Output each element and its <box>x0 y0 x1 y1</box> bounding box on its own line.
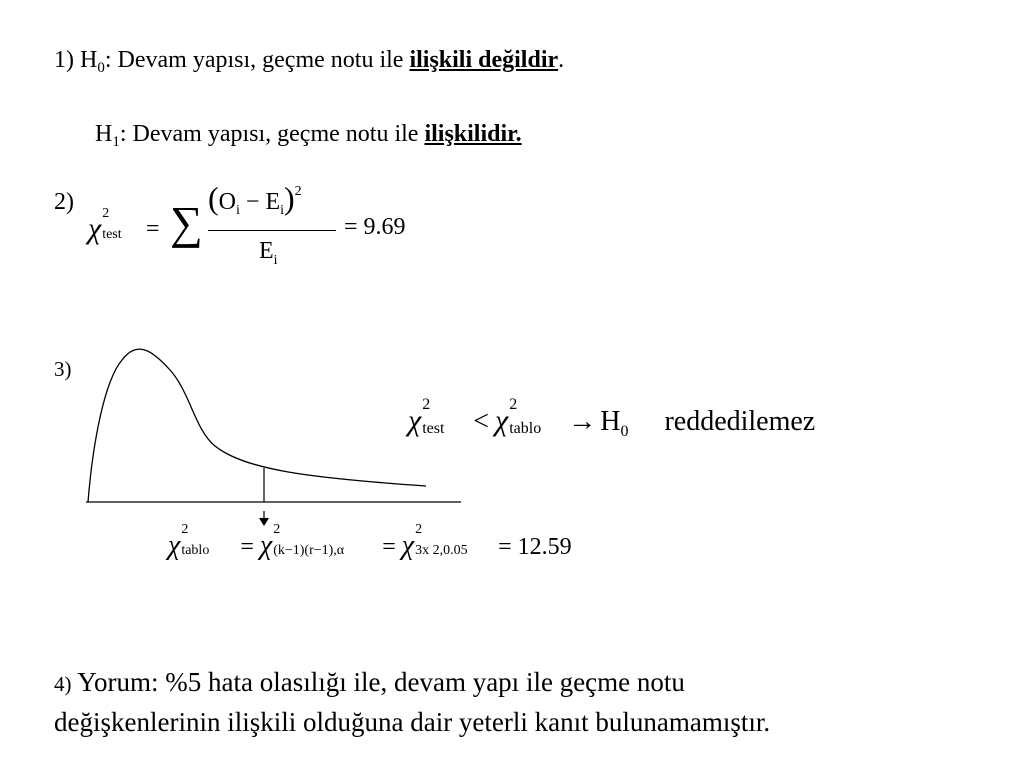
sum-symbol: ∑ <box>170 197 203 248</box>
h0-subscript: 0 <box>620 423 629 440</box>
interpretation-line1 <box>54 666 685 700</box>
paren-close: ) <box>284 180 295 216</box>
interpretation-text-1: Yorum: %5 hata olasılığı ile, devam yapı ile geçme notu <box>71 667 685 697</box>
chi-sup: 2 <box>102 206 110 221</box>
chi-symbol: χ <box>168 530 181 561</box>
table-sup1: 2 <box>181 522 189 537</box>
table-sub3: 3x 2,0.05 <box>415 543 468 558</box>
decision-sub2: tablo <box>509 420 542 437</box>
h0-period: . <box>558 47 565 73</box>
less-than-sign: < <box>473 406 489 437</box>
equals-sign: = <box>146 216 160 242</box>
table-sub1: tablo <box>181 543 210 558</box>
interpretation-line2: değişkenlerinin ilişkili olduğuna dair yeterli kanıt bulunamamıştır. <box>54 707 771 737</box>
h0-symbol: H <box>600 406 621 437</box>
chi-symbol: χ <box>88 212 102 245</box>
num-minus: − <box>245 189 260 215</box>
table-sup2: 2 <box>273 522 281 537</box>
arrow-symbol: → <box>568 406 597 437</box>
num-i2: i <box>280 203 284 218</box>
step2-number: 2) <box>54 189 74 215</box>
h1-subscript: 1 <box>112 134 120 150</box>
num-i1: i <box>236 203 240 218</box>
chi-test-result: = 9.69 <box>344 214 406 240</box>
den-E: E <box>259 238 274 264</box>
h1-text: : Devam yapısı, geçme notu ile <box>119 121 425 147</box>
critical-arrow-head <box>259 518 269 526</box>
equals-sign: = <box>240 534 254 560</box>
num-sup: 2 <box>294 184 302 199</box>
equals-sign: = <box>382 534 396 560</box>
chi-sub-test: test <box>102 227 122 242</box>
table-sup3: 2 <box>415 522 423 537</box>
paren-open: ( <box>208 180 219 216</box>
density-curve <box>88 349 426 502</box>
table-value-formula <box>168 522 572 570</box>
decision-sup2: 2 <box>509 396 518 413</box>
chi-symbol: χ <box>401 530 415 561</box>
table-sub2: (k−1)(r−1),α <box>273 543 345 558</box>
num-E: E <box>265 189 281 215</box>
step3-number: 3) <box>54 357 72 381</box>
num-O: O <box>218 189 236 215</box>
chi-symbol: χ <box>408 404 422 437</box>
decision-formula <box>408 396 816 444</box>
decision-sub1: test <box>422 420 445 437</box>
step-number: 1) <box>54 47 74 73</box>
table-result: = 12.59 <box>498 534 572 560</box>
step4-number: 4) <box>54 672 72 696</box>
h1-emphasis: ilişkilidir. <box>424 121 522 147</box>
den-i: i <box>273 253 278 268</box>
h1-symbol: H <box>95 121 113 147</box>
chi-symbol: χ <box>259 530 273 561</box>
h0-symbol: H <box>80 47 98 73</box>
h0-emphasis: ilişkili değildir <box>409 47 559 73</box>
h0-subscript: 0 <box>97 60 105 76</box>
h0-text: : Devam yapısı, geçme notu ile <box>104 47 410 73</box>
decision-sup1: 2 <box>422 396 431 413</box>
chi-symbol: χ <box>495 404 509 437</box>
decision-word: reddedilemez <box>664 406 816 437</box>
